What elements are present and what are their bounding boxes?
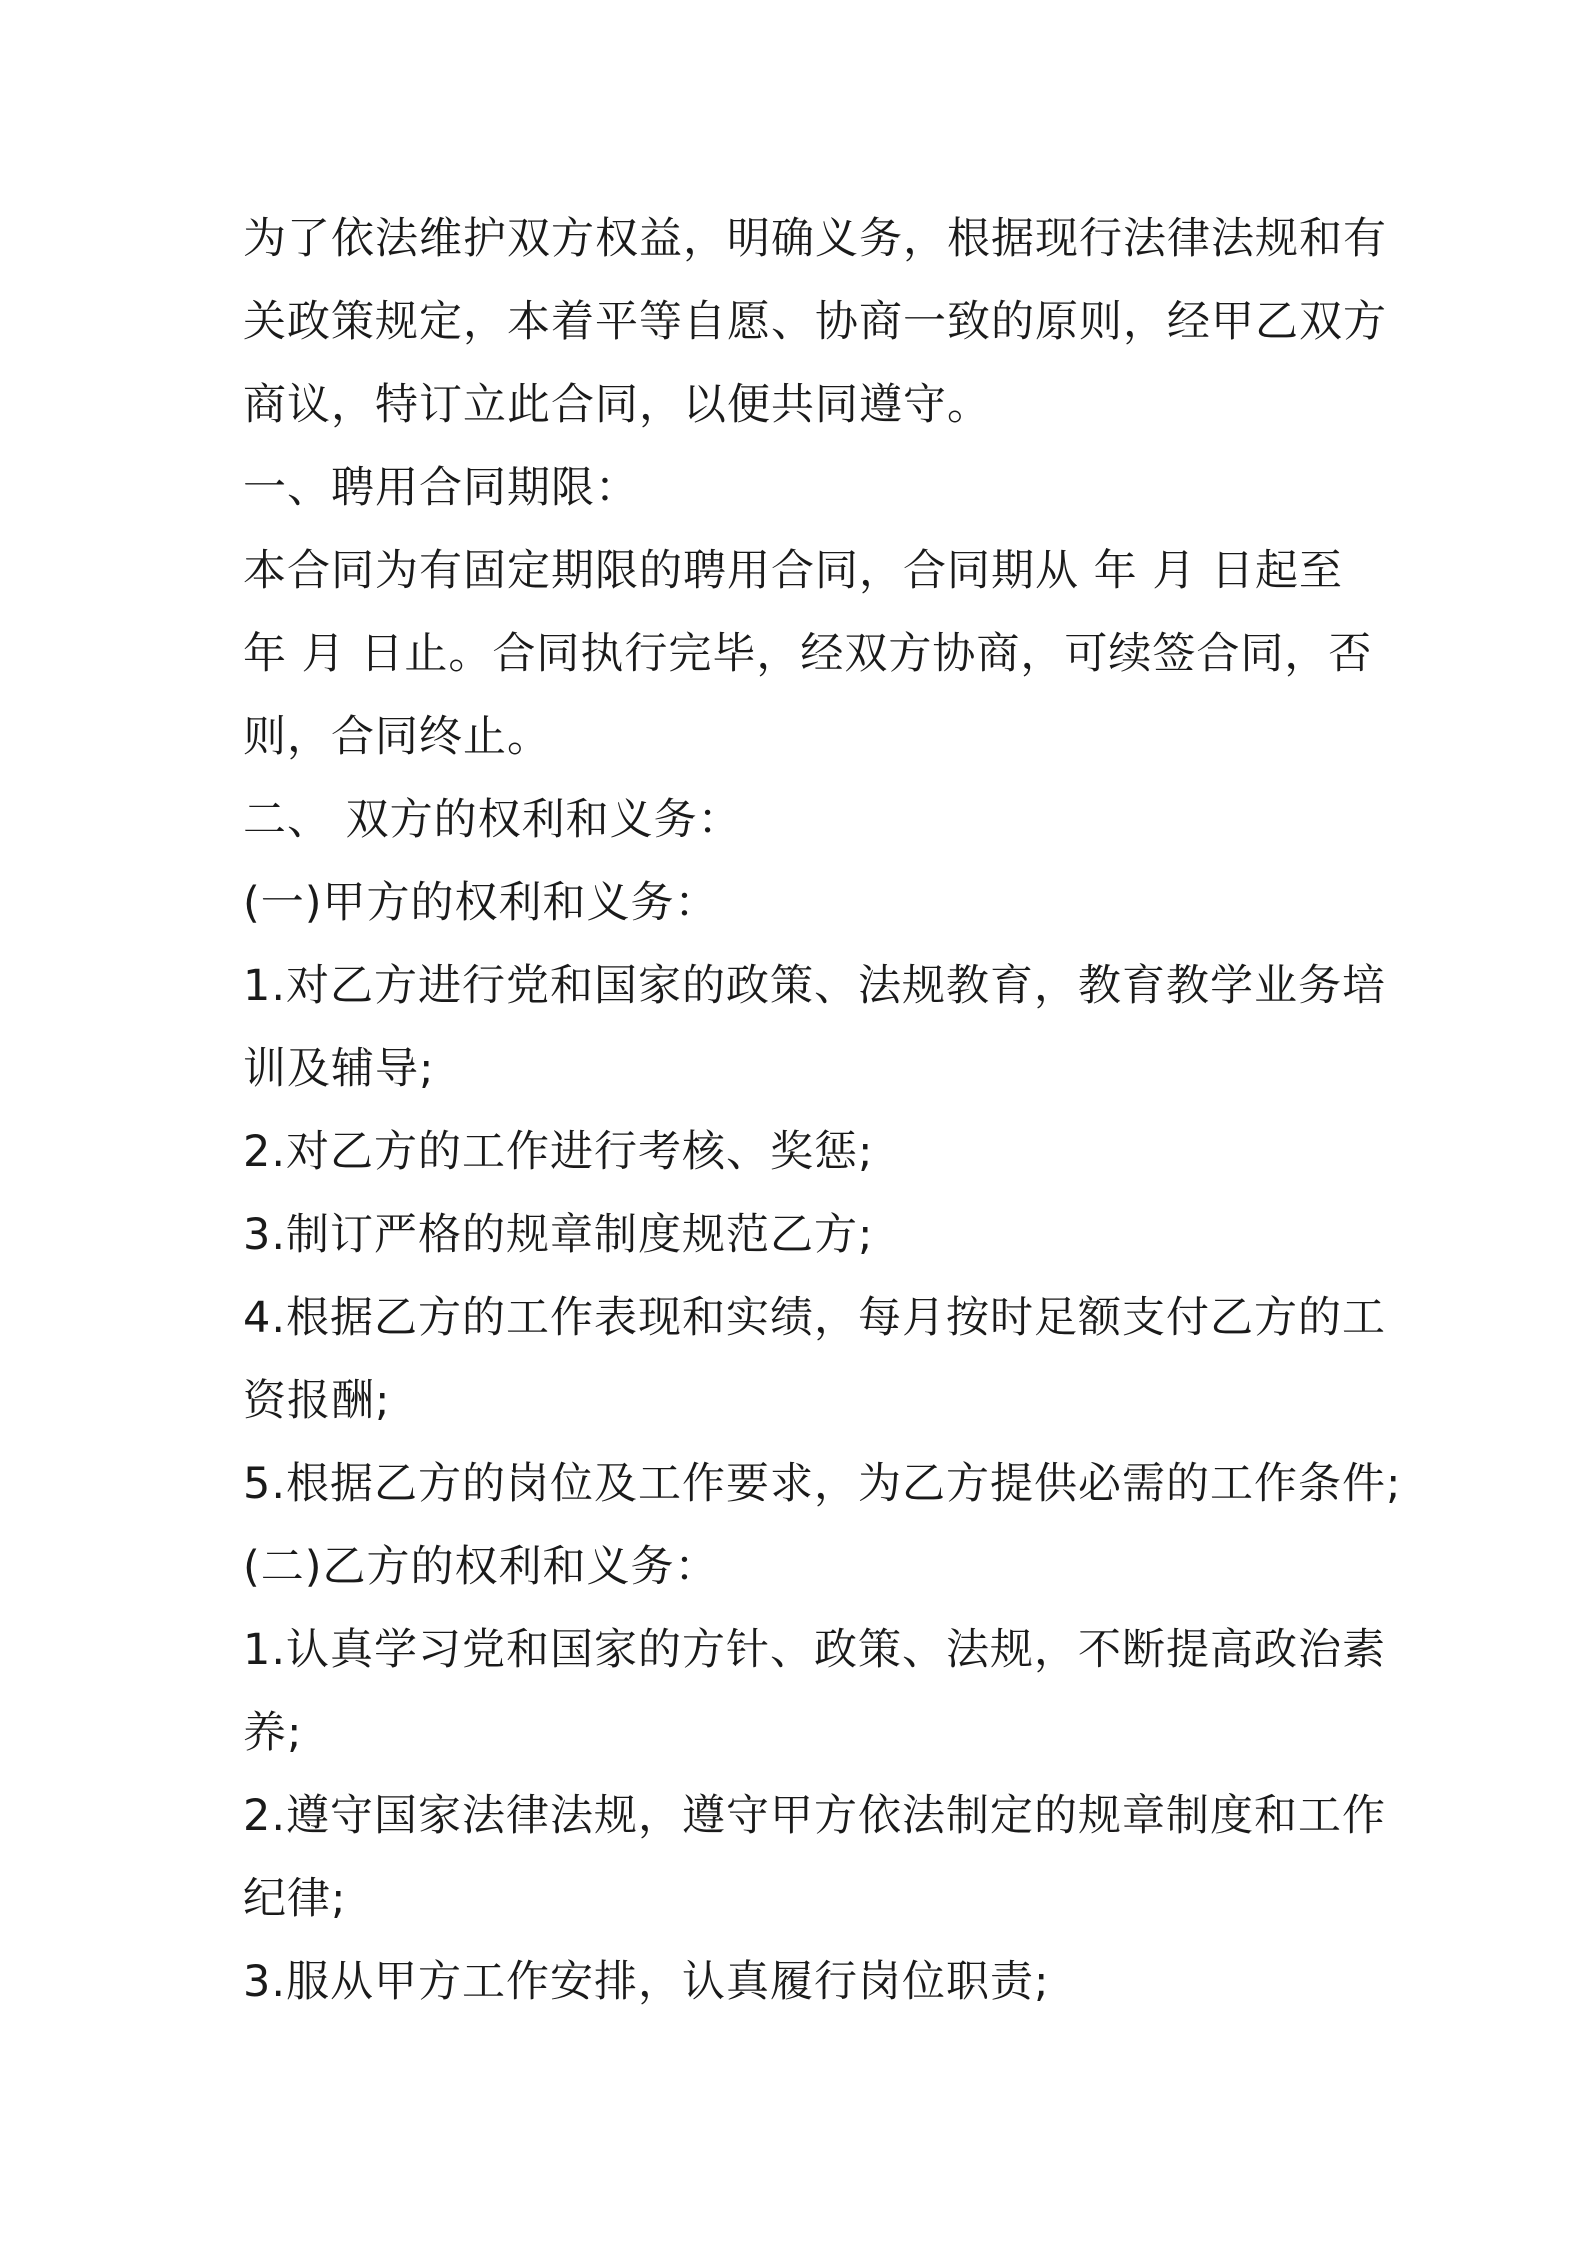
- list-item: 1.对乙方进行党和国家的政策、法规教育，教育教学业务培: [243, 961, 1387, 1011]
- list-item: 4.根据乙方的工作表现和实绩，每月按时足额支付乙方的工: [243, 1293, 1387, 1343]
- document-body: [243, 198, 1402, 2024]
- section-heading: 二、 双方的权利和义务：: [243, 795, 742, 845]
- text-line: 资报酬;: [243, 1376, 391, 1426]
- text-line: 为了依法维护双方权益，明确义务，根据现行法律法规和有: [243, 214, 1387, 264]
- list-item: 2.对乙方的工作进行考核、奖惩;: [243, 1127, 874, 1177]
- subsection-heading: (二)乙方的权利和义务：: [243, 1542, 719, 1592]
- text-line: 训及辅导;: [243, 1044, 435, 1094]
- text-line: 养;: [243, 1708, 303, 1758]
- subsection-heading: (一)甲方的权利和义务：: [243, 878, 719, 928]
- text-line: 年 月 日止。合同执行完毕，经双方协商，可续签合同，否: [243, 629, 1373, 679]
- list-item: 2.遵守国家法律法规，遵守甲方依法制定的规章制度和工作: [243, 1791, 1387, 1841]
- text-line: 本合同为有固定期限的聘用合同，合同期从 年 月 日起至: [243, 546, 1344, 596]
- text-line: 则，合同终止。: [243, 712, 551, 762]
- text-line: 纪律;: [243, 1874, 347, 1924]
- section-heading: 一、聘用合同期限：: [243, 463, 639, 513]
- list-item: 1.认真学习党和国家的方针、政策、法规，不断提高政治素: [243, 1625, 1387, 1675]
- list-item: 3.服从甲方工作安排，认真履行岗位职责;: [243, 1957, 1050, 2007]
- text-line: 商议，特订立此合同，以便共同遵守。: [243, 380, 991, 430]
- list-item: 5.根据乙方的岗位及工作要求，为乙方提供必需的工作条件;: [243, 1459, 1402, 1509]
- list-item: 3.制订严格的规章制度规范乙方;: [243, 1210, 874, 1260]
- text-line: 关政策规定，本着平等自愿、协商一致的原则，经甲乙双方: [243, 297, 1387, 347]
